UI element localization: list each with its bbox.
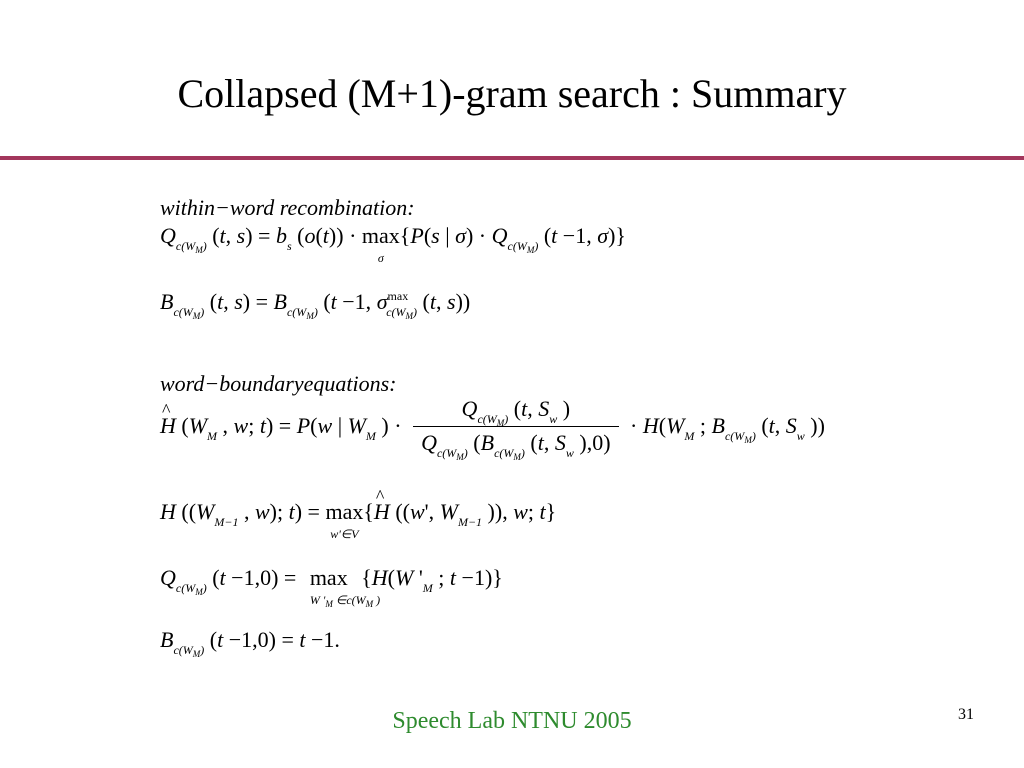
equation-b-recombination: $B_{c(W_M)}$ (t, $s) = B_{c(W_M)}$ (t −1, $\sigma^{max}_{c(W_M)}$ (t, s)) [160, 289, 471, 321]
slide-title: Collapsed (M+1)-gram search : Summary [177, 71, 847, 116]
equation-h-max: H (($W_{M-1}$ , w); t) = max w'∈V {^ H ((w', $W_{M-1}$ )), w; t} [160, 499, 556, 528]
section-heading-word-boundary: word−boundaryequations: [160, 371, 397, 396]
equation-h-hat: ^ H ($W_M$ , w; t) = P(w | $W_M$ ) · $\frac{Q_{c(W_M)} (t, S_w )}{Q_{c(W_M)} (B_{c(W_M)} (t, S_w ),0)}$ · $H(W_M$ ; $B_{c(W_M)}$ (t, $S_w$ )) [160, 396, 825, 460]
equation-b-boundary: $B_{c(W_M)}$ (t −1,0) = t −1. [160, 627, 340, 659]
equation-q-recombination: $Q_{c(W_M)}$ (t, $s) = b_s$ (o(t)) · max σ {P(s | $\sigma) \cdot Q_{c(W_M)}$ (t −1, σ)} [160, 223, 626, 265]
page-number: 31 [958, 706, 974, 723]
section-heading-within-word: within−word recombination: [160, 195, 415, 220]
title-divider [0, 156, 1024, 160]
footer-text: Speech Lab NTNU 2005 [392, 708, 632, 734]
equation-q-boundary: $Q_{c(W_M)}$ (t −1,0) = max W '$_M$ $\in c(W_M$ ) {H(W '$_M$ ; t −1)} [160, 565, 503, 609]
